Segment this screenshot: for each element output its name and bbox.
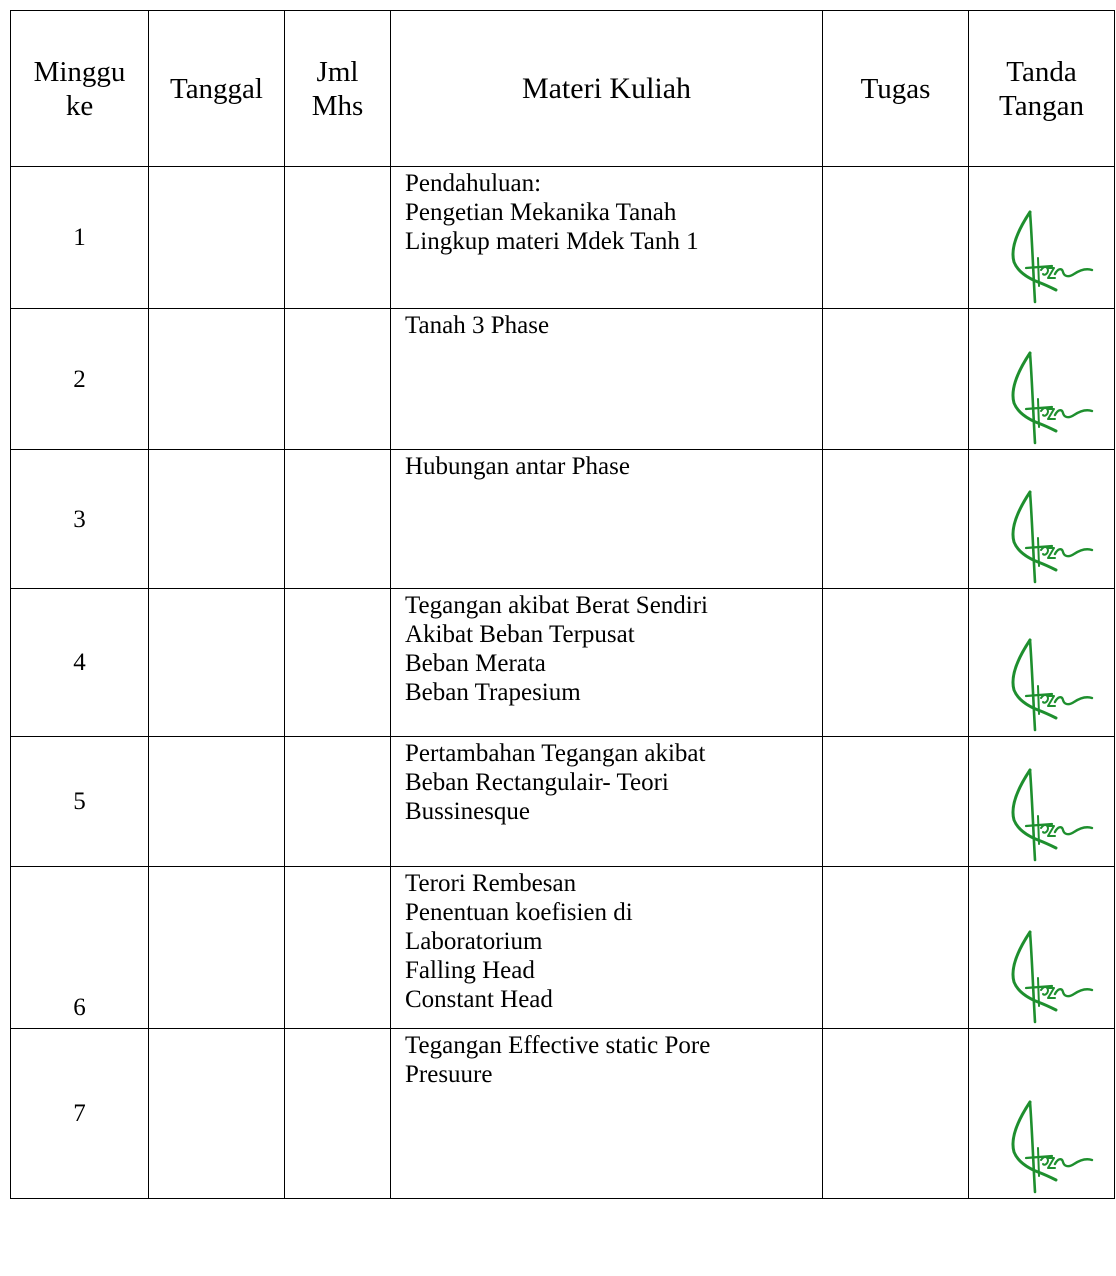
table-row bbox=[11, 1029, 1115, 1199]
date-cell bbox=[149, 309, 285, 450]
date-cell bbox=[149, 1029, 285, 1199]
student-count-cell bbox=[285, 737, 391, 867]
student-count-cell bbox=[285, 589, 391, 737]
header-signature: Tanda Tangan bbox=[969, 11, 1115, 167]
date-cell bbox=[149, 867, 285, 1029]
task-cell bbox=[823, 589, 969, 737]
signature-cell bbox=[969, 450, 1115, 589]
topic-cell: Hubungan antar Phase bbox=[391, 450, 823, 589]
student-count-cell bbox=[285, 1029, 391, 1199]
signature-cell bbox=[969, 589, 1115, 737]
student-count-cell bbox=[285, 867, 391, 1029]
date-cell bbox=[149, 589, 285, 737]
header-date: Tanggal bbox=[149, 11, 285, 167]
header-task: Tugas bbox=[823, 11, 969, 167]
table-row bbox=[11, 450, 1115, 589]
student-count-cell bbox=[285, 167, 391, 309]
topic-cell: Tanah 3 Phase bbox=[391, 309, 823, 450]
date-cell bbox=[149, 167, 285, 309]
lecture-journal-table bbox=[10, 10, 1115, 1199]
header-topic: Materi Kuliah bbox=[391, 11, 823, 167]
table-row bbox=[11, 309, 1115, 450]
signature-cell bbox=[969, 1029, 1115, 1199]
week-number: 6 bbox=[11, 867, 149, 1029]
topic-cell: Terori Rembesan Penentuan koefisien di Laboratorium Falling Head Constant Head bbox=[391, 867, 823, 1029]
week-number: 7 bbox=[11, 1029, 149, 1199]
topic-cell: Pendahuluan: Pengetian Mekanika Tanah Lingkup materi Mdek Tanh 1 bbox=[391, 167, 823, 309]
signature-icon bbox=[1008, 349, 1098, 445]
task-cell bbox=[823, 309, 969, 450]
week-number: 1 bbox=[11, 167, 149, 309]
signature-icon bbox=[1008, 766, 1098, 862]
task-cell bbox=[823, 450, 969, 589]
week-number: 3 bbox=[11, 450, 149, 589]
week-number: 5 bbox=[11, 737, 149, 867]
topic-cell: Tegangan akibat Berat Sendiri Akibat Beban Terpusat Beban Merata Beban Trapesium bbox=[391, 589, 823, 737]
date-cell bbox=[149, 450, 285, 589]
task-cell bbox=[823, 867, 969, 1029]
signature-icon bbox=[1008, 208, 1098, 304]
task-cell bbox=[823, 167, 969, 309]
table-row bbox=[11, 867, 1115, 1029]
task-cell bbox=[823, 1029, 969, 1199]
signature-icon bbox=[1008, 1098, 1098, 1194]
signature-icon bbox=[1008, 488, 1098, 584]
signature-icon bbox=[1008, 928, 1098, 1024]
table-row bbox=[11, 589, 1115, 737]
week-number: 4 bbox=[11, 589, 149, 737]
topic-cell: Pertambahan Tegangan akibat Beban Rectangulair- Teori Bussinesque bbox=[391, 737, 823, 867]
table-header-row bbox=[11, 11, 1115, 167]
signature-cell bbox=[969, 309, 1115, 450]
header-week: Minggu ke bbox=[11, 11, 149, 167]
student-count-cell bbox=[285, 309, 391, 450]
signature-cell bbox=[969, 867, 1115, 1029]
student-count-cell bbox=[285, 450, 391, 589]
signature-icon bbox=[1008, 636, 1098, 732]
week-number: 2 bbox=[11, 309, 149, 450]
topic-cell: Tegangan Effective static Pore Presuure bbox=[391, 1029, 823, 1199]
date-cell bbox=[149, 737, 285, 867]
task-cell bbox=[823, 737, 969, 867]
header-student-count: Jml Mhs bbox=[285, 11, 391, 167]
signature-cell bbox=[969, 167, 1115, 309]
table-row bbox=[11, 167, 1115, 309]
table-row bbox=[11, 737, 1115, 867]
signature-cell bbox=[969, 737, 1115, 867]
